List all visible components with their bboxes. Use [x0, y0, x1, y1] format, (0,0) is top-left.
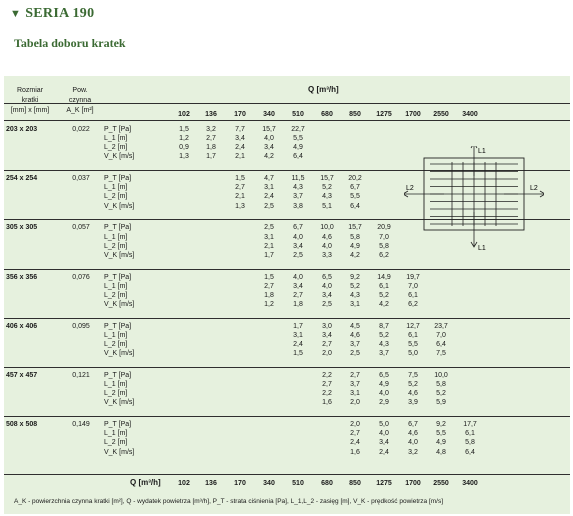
table-cell: 6,1	[408, 291, 418, 299]
table-cell: 7,7	[235, 126, 245, 133]
table-cell: 2,4	[379, 448, 389, 456]
table-cell: 3,4	[235, 135, 245, 143]
param-label: L_1 [m]	[104, 381, 128, 389]
table-cell: 12,7	[406, 322, 420, 330]
table-cell: 6,4	[436, 341, 446, 348]
table-cell: 1,7	[293, 322, 303, 330]
grille-size: 406 x 406	[6, 322, 38, 330]
group-rule	[4, 269, 570, 270]
table-cell: 15,7	[262, 126, 276, 133]
table-cell: 4,0	[379, 430, 389, 438]
grille-area: 0,022	[72, 126, 90, 133]
table-cell: 1,3	[179, 153, 189, 161]
grille-size: 457 x 457	[6, 372, 38, 379]
table-cell: 5,8	[465, 439, 475, 447]
footer-q-value: 3400	[462, 480, 478, 487]
header-q-value: 510	[292, 111, 304, 118]
table-cell: 2,1	[235, 153, 245, 161]
table-cell: 3,9	[408, 399, 418, 407]
table-cell: 2,1	[264, 242, 274, 250]
table-cell: 1,2	[264, 300, 274, 308]
table-cell: 2,0	[350, 399, 360, 407]
grille-area: 0,057	[72, 224, 90, 232]
group-rule	[4, 416, 570, 417]
table-cell: 7,0	[408, 282, 418, 290]
table-cell: 5,8	[379, 242, 389, 250]
table-cell: 4,9	[379, 381, 389, 389]
table-cell: 5,2	[436, 390, 446, 398]
table-cell: 5,0	[379, 421, 389, 429]
table-cell: 5,2	[408, 381, 418, 389]
param-label: L_2 [m]	[104, 390, 128, 398]
table-cell: 5,0	[408, 350, 418, 358]
table-cell: 22,7	[291, 126, 305, 133]
table-cell: 15,7	[320, 175, 334, 183]
grille-area: 0,121	[72, 372, 90, 379]
table-cell: 2,7	[235, 184, 245, 192]
table-cell: 7,0	[436, 331, 446, 339]
table-cell: 3,4	[293, 282, 303, 290]
header-area-label: Pow.	[72, 87, 88, 94]
param-label: P_T [Pa]	[104, 175, 132, 183]
table-cell: 20,9	[377, 224, 391, 232]
param-label: L_1 [m]	[104, 282, 128, 290]
param-label: L_2 [m]	[104, 291, 128, 299]
table-cell: 2,2	[322, 372, 332, 379]
param-label: V_K [m/s]	[104, 350, 135, 358]
grille-area: 0,037	[72, 175, 90, 183]
table-cell: 4,6	[322, 233, 332, 241]
table-cell: 7,5	[436, 350, 446, 358]
table-cell: 6,1	[465, 430, 475, 438]
table-cell: 1,2	[179, 135, 189, 143]
table-cell: 6,5	[379, 372, 389, 379]
table-cell: 4,9	[293, 144, 303, 152]
series-title-text: SERIA 190	[25, 6, 95, 21]
table-cell: 5,1	[322, 202, 332, 210]
table-cell: 15,7	[348, 224, 362, 232]
table-cell: 1,8	[264, 291, 274, 299]
param-label: L_1 [m]	[104, 233, 128, 241]
header-q-value: 340	[263, 111, 275, 118]
series-title	[10, 6, 94, 22]
param-label: P_T [Pa]	[104, 273, 132, 281]
param-label: P_T [Pa]	[104, 126, 132, 133]
table-cell: 3,1	[264, 184, 274, 192]
table-cell: 5,5	[436, 430, 446, 438]
l2-label-right: L2	[530, 185, 538, 192]
param-label: L_1 [m]	[104, 135, 128, 143]
table-cell: 5,5	[293, 135, 303, 143]
table-cell: 2,4	[264, 193, 274, 201]
table-cell: 6,2	[408, 300, 418, 308]
table-cell: 1,7	[264, 251, 274, 259]
table-cell: 3,7	[350, 381, 360, 389]
table-cell: 5,9	[436, 399, 446, 407]
table-cell: 1,6	[350, 448, 360, 456]
table-cell: 19,7	[406, 273, 420, 281]
table-cell: 4,0	[379, 390, 389, 398]
header-q-value: 170	[234, 111, 246, 118]
table-cell: 2,7	[322, 381, 332, 389]
grille-size: 254 x 254	[6, 175, 38, 183]
table-cell: 2,4	[235, 144, 245, 152]
table-cell: 2,4	[350, 439, 360, 447]
table-cell: 2,9	[379, 399, 389, 407]
footer-q-value: 1700	[405, 480, 421, 487]
grille-area: 0,095	[72, 322, 90, 330]
table-cell: 3,7	[379, 350, 389, 358]
table-cell: 3,4	[322, 331, 332, 339]
table-cell: 4,0	[322, 242, 332, 250]
header-rule	[4, 120, 570, 121]
table-cell: 1,5	[179, 126, 189, 133]
table-cell: 4,2	[379, 300, 389, 308]
table-cell: 4,0	[264, 135, 274, 143]
table-cell: 2,7	[350, 430, 360, 438]
param-label: P_T [Pa]	[104, 224, 132, 232]
header-q-value: 1700	[405, 111, 421, 118]
footer-q-value: 1275	[376, 480, 392, 487]
table-cell: 2,5	[350, 350, 360, 358]
param-label: L_1 [m]	[104, 331, 128, 339]
table-cell: 2,1	[235, 193, 245, 201]
footer-q-label: Q [m³/h]	[130, 478, 161, 487]
table-cell: 3,3	[322, 251, 332, 259]
header-q-value: 850	[349, 111, 361, 118]
table-cell: 4,9	[436, 439, 446, 447]
table-cell: 4,7	[264, 175, 274, 183]
header-q-value: 2550	[433, 111, 449, 118]
table-cell: 4,0	[293, 273, 303, 281]
header-q-value: 3400	[462, 111, 478, 118]
table-cell: 2,0	[350, 421, 360, 429]
grille-size: 203 x 203	[6, 126, 38, 133]
header-q-value: 102	[178, 111, 190, 118]
table-cell: 2,5	[264, 224, 274, 232]
param-label: V_K [m/s]	[104, 448, 135, 456]
param-label: V_K [m/s]	[104, 300, 135, 308]
group-rule	[4, 367, 570, 368]
header-size-label: kratki	[21, 97, 39, 104]
table-cell: 2,5	[293, 251, 303, 259]
table-cell: 1,8	[293, 300, 303, 308]
table-cell: 2,5	[322, 300, 332, 308]
table-cell: 1,5	[235, 175, 245, 183]
param-label: V_K [m/s]	[104, 251, 135, 259]
table-cell: 3,2	[206, 126, 216, 133]
header-area-label: A_K [m²]	[66, 107, 94, 114]
table-cell: 6,7	[350, 184, 360, 192]
table-cell: 1,7	[206, 153, 216, 161]
table-cell: 14,9	[377, 273, 391, 281]
table-cell: 2,2	[322, 390, 332, 398]
table-cell: 5,5	[350, 193, 360, 201]
table-cell: 10,0	[320, 224, 334, 232]
table-cell: 4,0	[408, 439, 418, 447]
table-cell: 4,6	[408, 390, 418, 398]
triangle-icon: ▼	[10, 8, 22, 20]
table-cell: 4,2	[350, 251, 360, 259]
table-cell: 3,7	[350, 341, 360, 348]
param-label: L_2 [m]	[104, 341, 128, 348]
table-cell: 3,4	[322, 291, 332, 299]
table-cell: 2,7	[264, 282, 274, 290]
table-cell: 6,4	[350, 202, 360, 210]
footer-q-value: 170	[234, 480, 246, 487]
group-rule	[4, 318, 570, 319]
l1-label-bottom: L1	[478, 245, 486, 252]
table-cell: 3,0	[322, 322, 332, 330]
table-cell: 10,0	[434, 372, 448, 379]
l2-label-left: L2	[406, 185, 414, 192]
table-cell: 4,3	[293, 184, 303, 192]
l1-label-top: L1	[478, 148, 486, 155]
table-subtitle: Tabela doboru kratek	[14, 36, 126, 50]
grille-size: 508 x 508	[6, 421, 38, 429]
table-cell: 9,2	[350, 273, 360, 281]
table-cell: 23,7	[434, 322, 448, 330]
table-cell: 8,7	[379, 322, 389, 330]
table-cell: 6,7	[408, 421, 418, 429]
grille-size: 356 x 356	[6, 273, 38, 281]
footer-q-value: 136	[205, 480, 217, 487]
table-cell: 2,5	[264, 202, 274, 210]
table-cell: 1,3	[235, 202, 245, 210]
footer-q-value: 510	[292, 480, 304, 487]
param-label: P_T [Pa]	[104, 421, 132, 429]
table-cell: 5,2	[379, 291, 389, 299]
table-cell: 3,4	[264, 144, 274, 152]
airflow-diagram	[404, 146, 544, 254]
table-cell: 6,5	[322, 273, 332, 281]
header-q-value: 1275	[376, 111, 392, 118]
table-cell: 4,3	[350, 291, 360, 299]
table-cell: 3,4	[293, 242, 303, 250]
table-cell: 4,8	[436, 448, 446, 456]
param-label: L_2 [m]	[104, 144, 128, 152]
table-cell: 3,2	[408, 448, 418, 456]
header-area-label: czynna	[68, 97, 92, 104]
table-cell: 2,4	[293, 341, 303, 348]
table-cell: 1,5	[293, 350, 303, 358]
param-label: L_2 [m]	[104, 439, 128, 447]
param-label: L_2 [m]	[104, 193, 128, 201]
footer-q-value: 2550	[433, 480, 449, 487]
table-cell: 1,5	[264, 273, 274, 281]
param-label: L_2 [m]	[104, 242, 128, 250]
footer-q-value: 680	[321, 480, 333, 487]
table-cell: 5,8	[350, 233, 360, 241]
table-cell: 5,8	[436, 381, 446, 389]
table-cell: 4,9	[350, 242, 360, 250]
legend-footer: A_K - powierzchnia czynna kratki [m²], Q - wydatek powietrza [m³/h], P_T - strata ciśnienia [Pa], L_1,L_2 - zasięg [m], V_K - prędkość powietrza [m/s]	[14, 498, 444, 505]
table-cell: 3,4	[379, 439, 389, 447]
table-cell: 1,8	[206, 144, 216, 152]
header-size-label: [mm] x [mm]	[10, 107, 50, 114]
header-q-value: 680	[321, 111, 333, 118]
footer-q-value: 102	[178, 480, 190, 487]
grille-area: 0,076	[72, 273, 90, 281]
param-label: P_T [Pa]	[104, 322, 132, 330]
grille-area: 0,149	[72, 421, 90, 429]
param-label: V_K [m/s]	[104, 153, 135, 161]
table-cell: 5,2	[350, 282, 360, 290]
table-cell: 1,6	[322, 399, 332, 407]
param-label: L_1 [m]	[104, 184, 128, 192]
table-cell: 5,2	[379, 331, 389, 339]
table-cell: 7,0	[379, 233, 389, 241]
table-cell: 7,5	[408, 372, 418, 379]
param-label: V_K [m/s]	[104, 202, 135, 210]
table-cell: 4,5	[350, 322, 360, 330]
table-cell: 3,1	[293, 331, 303, 339]
table-cell: 6,7	[293, 224, 303, 232]
table-cell: 5,5	[408, 341, 418, 348]
grille-size: 305 x 305	[6, 224, 38, 232]
table-cell: 4,3	[379, 341, 389, 348]
footer-q-value: 850	[349, 480, 361, 487]
table-cell: 2,7	[293, 291, 303, 299]
table-cell: 6,1	[379, 282, 389, 290]
table-cell: 4,0	[322, 282, 332, 290]
table-cell: 4,6	[408, 430, 418, 438]
param-label: L_1 [m]	[104, 430, 128, 438]
table-cell: 17,7	[463, 421, 477, 429]
table-cell: 5,2	[322, 184, 332, 192]
table-cell: 3,1	[264, 233, 274, 241]
table-cell: 6,4	[293, 153, 303, 161]
table-cell: 3,7	[293, 193, 303, 201]
table-cell: 4,0	[293, 233, 303, 241]
table-bottom-rule	[4, 474, 570, 475]
header-q-label: Q [m³/h]	[308, 85, 339, 94]
header-size-label: Rozmiar	[16, 87, 44, 94]
table-cell: 3,1	[350, 300, 360, 308]
table-cell: 3,1	[350, 390, 360, 398]
table-cell: 20,2	[348, 175, 362, 183]
table-cell: 9,2	[436, 421, 446, 429]
param-label: V_K [m/s]	[104, 399, 135, 407]
table-cell: 0,9	[179, 144, 189, 152]
table-cell: 2,7	[350, 372, 360, 379]
table-cell: 6,2	[379, 251, 389, 259]
table-cell: 4,6	[350, 331, 360, 339]
table-cell: 4,3	[322, 193, 332, 201]
table-cell: 2,7	[206, 135, 216, 143]
header-q-value: 136	[205, 111, 217, 118]
footer-q-value: 340	[263, 480, 275, 487]
table-cell: 11,5	[291, 175, 305, 183]
table-cell: 2,7	[322, 341, 332, 348]
table-cell: 6,4	[465, 448, 475, 456]
table-cell: 2,0	[322, 350, 332, 358]
param-label: P_T [Pa]	[104, 372, 132, 379]
table-cell: 6,1	[408, 331, 418, 339]
table-cell: 3,8	[293, 202, 303, 210]
table-cell: 4,2	[264, 153, 274, 161]
